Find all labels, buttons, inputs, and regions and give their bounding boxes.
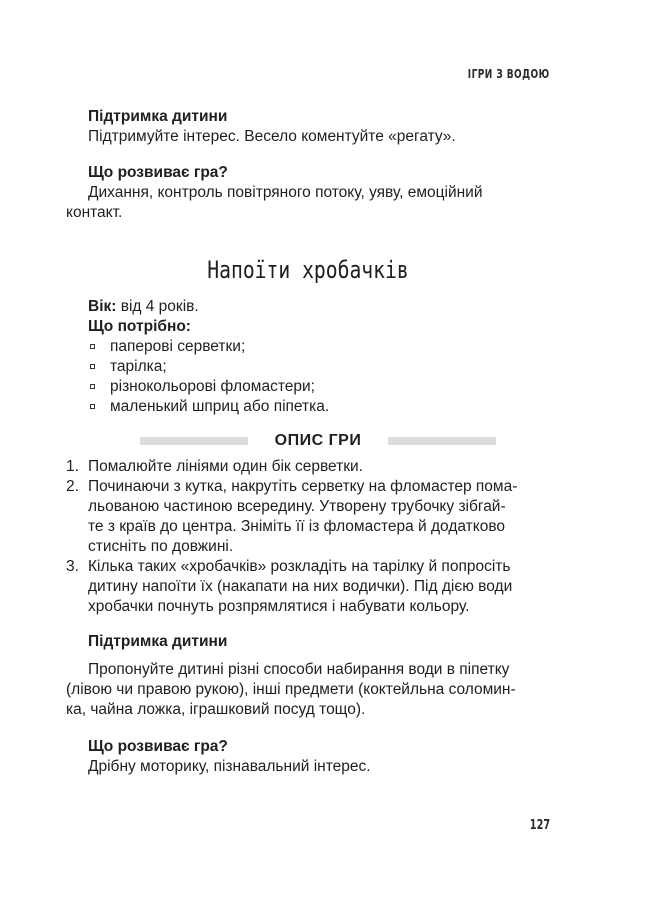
square-bullet-icon	[90, 384, 95, 389]
section-divider-right	[388, 437, 496, 445]
top-develops-line-2: контакт.	[66, 204, 123, 221]
age-label: Вік:	[88, 298, 117, 315]
step-line: Починаючи з кутка, накрутіть серветку на фломастер пома-	[88, 478, 518, 495]
step-number: 3.	[66, 558, 79, 575]
bottom-support-line-2: (лівою чи правою рукою), інші предмети (коктейльна соломин-	[66, 681, 516, 698]
step-line: дитину напоїти їх (накапати на них водички). Під дією води	[88, 578, 513, 595]
square-bullet-icon	[90, 344, 95, 349]
step-number: 1.	[66, 458, 79, 475]
needs-item-text: маленький шприц або піпетка.	[110, 398, 330, 415]
square-bullet-icon	[90, 364, 95, 369]
top-develops-line-1: Дихання, контроль повітряного потоку, уяву, емоційний	[88, 184, 483, 201]
top-develops-block	[66, 163, 550, 223]
step-line: Помалюйте лініями один бік серветки.	[88, 458, 363, 475]
needs-item	[66, 337, 550, 357]
needs-label: Що потрібно:	[88, 318, 191, 335]
bottom-develops-heading: Що розвиває гра?	[88, 738, 228, 755]
bottom-support-heading: Підтримка дитини	[88, 633, 228, 650]
step-item	[66, 557, 550, 617]
description-title: ОПИС ГРИ	[274, 432, 362, 449]
needs-list	[66, 337, 550, 417]
bottom-support-line-1: Пропонуйте дитині різні способи набирання води в піпетку	[88, 661, 510, 678]
section-divider-left	[140, 437, 248, 445]
step-line: те з країв до центра. Зніміть її із фломастера й додатково	[88, 518, 506, 535]
steps-list	[66, 457, 550, 617]
game-title: Напоїти хробачків	[207, 256, 409, 284]
bottom-support-line-3: ка, чайна ложка, іграшковий посуд тощо).	[66, 701, 366, 718]
bottom-develops-block	[66, 737, 550, 777]
needs-item	[66, 357, 550, 377]
step-line: Кілька таких «хробачків» розкладіть на тарілку й попросіть	[88, 558, 511, 575]
needs-item	[66, 397, 550, 417]
step-line: стисніть по довжині.	[88, 538, 234, 555]
step-item	[66, 477, 550, 557]
top-support-text: Підтримуйте інтерес. Весело коментуйте «регату».	[88, 128, 456, 145]
top-support-block	[66, 107, 550, 147]
running-title: ІГРИ З ВОДОЮ	[468, 66, 550, 81]
step-line: льованою частиною всередину. Утворену трубочку зібгай-	[88, 498, 506, 515]
needs-item-text: тарілка;	[110, 358, 167, 375]
description-header	[140, 430, 496, 452]
square-bullet-icon	[90, 404, 95, 409]
step-item	[66, 457, 550, 477]
needs-item-text: паперові серветки;	[110, 338, 246, 355]
game-requirements	[66, 297, 550, 417]
step-line: хробачки почнуть розпрямлятися і набувати кольору.	[88, 598, 470, 615]
top-support-heading: Підтримка дитини	[88, 108, 228, 125]
age-value: від 4 років.	[116, 298, 199, 315]
page-number: 127	[529, 818, 550, 833]
bottom-support-block	[66, 632, 550, 720]
needs-item	[66, 377, 550, 397]
top-develops-heading: Що розвиває гра?	[88, 164, 228, 181]
needs-item-text: різнокольорові фломастери;	[110, 378, 315, 395]
steps-block	[66, 457, 550, 617]
age-line	[66, 297, 550, 317]
step-number: 2.	[66, 478, 79, 495]
bottom-develops-text: Дрібну моторику, пізнавальний інтерес.	[88, 758, 371, 775]
